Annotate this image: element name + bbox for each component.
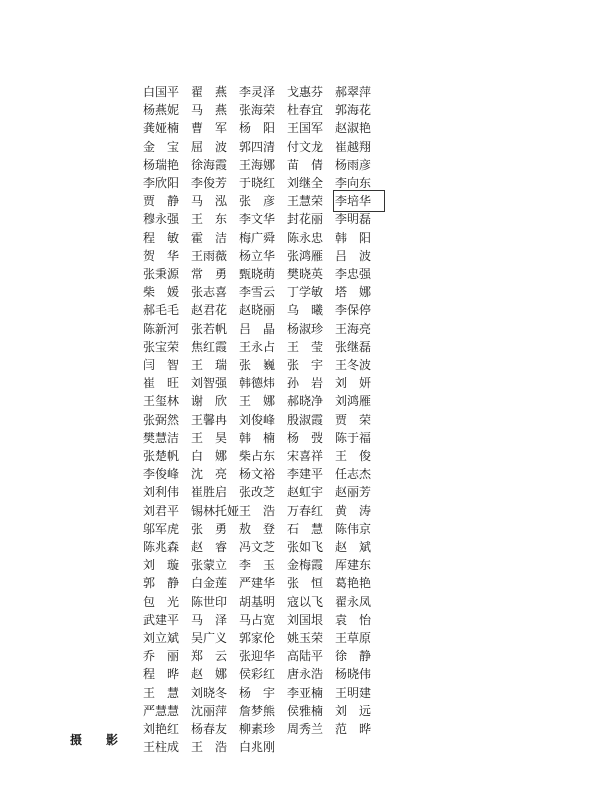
- name-cell: 张改芝: [239, 485, 276, 500]
- name-cell: 寇以飞: [287, 594, 324, 609]
- name-cell: 王 昊: [191, 430, 228, 445]
- name-cell: 王 浩: [191, 740, 228, 755]
- name-cell: 郝毛毛: [143, 303, 180, 318]
- name-cell: 王 瑞: [191, 358, 228, 372]
- name-cell: 甄晓萌: [239, 267, 276, 281]
- name-cell: 唐永浩: [287, 667, 324, 682]
- name-cell: 郭家伦: [239, 631, 276, 645]
- name-cell: 张楚帆: [143, 449, 180, 463]
- name-cell: 包 光: [143, 594, 180, 609]
- name-cell: 郭 静: [143, 576, 180, 591]
- name-cell: 刘立斌: [143, 631, 180, 645]
- name-cell: 郝晓净: [287, 394, 324, 409]
- name-cell: 张 勇: [191, 521, 228, 536]
- name-cell: 杜春宜: [287, 103, 324, 118]
- name-cell: 任志杰: [335, 467, 372, 482]
- name-cell: 常 勇: [191, 267, 228, 281]
- name-cell: 李 玉: [239, 558, 276, 573]
- name-cell: 锡林托娅: [191, 503, 240, 518]
- name-cell: 塔 娜: [335, 285, 372, 300]
- name-cell: 韩 阳: [335, 230, 372, 245]
- name-cell: 刘鸿雁: [335, 394, 372, 409]
- name-cell: 苗 倩: [287, 157, 324, 172]
- name-cell: 黄 涛: [335, 503, 372, 518]
- name-cell: 张若帆: [191, 321, 228, 336]
- name-cell: 杨雨彦: [335, 157, 372, 172]
- name-cell: 王慧荣: [287, 194, 324, 209]
- name-cell: 白金莲: [191, 576, 228, 591]
- name-cell: 刘 妍: [335, 376, 372, 391]
- name-cell: 张秉源: [143, 267, 180, 281]
- name-cell: 王国军: [287, 121, 324, 136]
- name-cell: 王 莹: [287, 339, 324, 354]
- name-cell: 刘君平: [143, 503, 180, 518]
- name-cell: 厍建东: [335, 558, 372, 573]
- name-cell: 张 巍: [239, 358, 276, 372]
- name-cell: 李亚楠: [287, 685, 324, 700]
- name-cell: 胡基明: [239, 594, 276, 609]
- name-cell: 武建平: [143, 612, 180, 627]
- name-cell: 敖 登: [239, 521, 276, 536]
- name-cell: 徐海霞: [191, 157, 228, 172]
- name-cell: 刘继全: [287, 176, 324, 190]
- name-cell: 白国平: [143, 85, 180, 99]
- name-cell: 王海亮: [335, 321, 372, 336]
- name-cell: 闫 智: [143, 358, 180, 372]
- name-cell: 陈新河: [143, 321, 180, 336]
- name-cell: 刘 璇: [143, 558, 180, 573]
- name-cell: 姚玉荣: [287, 631, 324, 645]
- name-cell: 陈于福: [335, 430, 372, 445]
- name-cell: 崔胜启: [191, 485, 228, 500]
- name-cell: 张迎华: [239, 649, 276, 664]
- name-cell: 郭四清: [239, 139, 276, 154]
- name-cell: 丁学敏: [287, 285, 324, 300]
- name-cell: 金梅霞: [287, 558, 324, 573]
- name-cell: 戈惠芬: [287, 85, 324, 99]
- name-cell: 李忠强: [335, 267, 372, 281]
- name-cell: 刘晓冬: [191, 685, 228, 700]
- name-cell: 贾 荣: [335, 412, 372, 427]
- name-cell: 韩德炜: [239, 376, 276, 391]
- name-cell: 杨立华: [239, 248, 276, 263]
- name-cell: 屈 波: [191, 139, 228, 154]
- name-cell: 赵君花: [191, 303, 228, 318]
- name-cell: 穆永强: [143, 212, 180, 227]
- name-cell: 万春红: [287, 503, 324, 518]
- name-cell: 韩 楠: [239, 430, 276, 445]
- name-cell: 白兆刚: [239, 740, 276, 755]
- name-cell: 侯彩红: [239, 667, 276, 682]
- name-cell: 刘国垠: [287, 612, 324, 627]
- name-cell: 樊慧洁: [143, 430, 180, 445]
- name-cell: 张 恒: [287, 576, 324, 591]
- name-cell: 李明磊: [335, 212, 372, 227]
- name-cell: 程 敏: [143, 230, 180, 245]
- name-cell: 范 晔: [335, 722, 372, 736]
- name-cell: 刘 远: [335, 703, 372, 718]
- name-cell: 陈永忠: [287, 230, 324, 245]
- name-cell: 翟 燕: [191, 85, 228, 99]
- name-cell: 贾 静: [143, 194, 180, 209]
- name-cell: 赵 睿: [191, 540, 228, 554]
- name-cell: 李俊芳: [191, 176, 228, 190]
- name-cell: 冯文芝: [239, 540, 276, 554]
- name-cell: 沈 亮: [191, 467, 228, 482]
- name-cell: 焦红霞: [191, 339, 228, 354]
- name-cell: 金 宝: [143, 139, 180, 154]
- name-cell: 赵淑艳: [335, 121, 372, 136]
- name-cell: 高陆平: [287, 649, 324, 664]
- name-cell: 王 慧: [143, 685, 180, 700]
- name-cell: 乌 曦: [287, 303, 324, 318]
- name-cell: 王冬波: [335, 358, 372, 372]
- name-cell: 张蒙立: [191, 558, 228, 573]
- name-cell: 石 慧: [287, 521, 324, 536]
- name-cell: 严建华: [239, 576, 276, 591]
- name-cell: 杨淑珍: [287, 321, 324, 336]
- name-cell: 张宝荣: [143, 339, 180, 354]
- name-cell: 徐 静: [335, 649, 372, 664]
- name-cell: 马 泓: [191, 194, 228, 209]
- name-cell: 张 宇: [287, 358, 324, 372]
- name-cell: 白 娜: [191, 449, 228, 463]
- name-cell: 刘利伟: [143, 485, 180, 500]
- name-cell: 柳素珍: [239, 722, 276, 736]
- name-cell: 陈伟京: [335, 521, 372, 536]
- name-cell: 李雪云: [239, 285, 276, 300]
- name-cell: 封花丽: [287, 212, 324, 227]
- name-cell: 陈兆森: [143, 540, 180, 554]
- name-cell: 谢 欣: [191, 394, 228, 409]
- name-cell: 樊晓英: [287, 267, 324, 281]
- name-cell: 郝翠萍: [335, 85, 372, 99]
- name-cell: 刘俊峰: [239, 412, 276, 427]
- name-cell: 柴占东: [239, 449, 276, 463]
- name-cell: 王馨冉: [191, 412, 228, 427]
- name-cell: 王草原: [335, 631, 372, 645]
- name-cell: 郭海花: [335, 103, 372, 118]
- name-cell: 沈丽萍: [191, 703, 228, 718]
- name-cell: 葛艳艳: [335, 576, 372, 591]
- name-cell: 李文华: [239, 212, 276, 227]
- name-cell: 王雨薇: [191, 248, 228, 263]
- name-cell: 张鸿雁: [287, 248, 324, 263]
- name-cell: 张志喜: [191, 285, 228, 300]
- name-cell: 王永占: [239, 339, 276, 354]
- name-cell: 李向东: [335, 176, 372, 190]
- name-cell: 乔 丽: [143, 649, 180, 664]
- name-cell: 杨春友: [191, 722, 228, 736]
- name-cell: 马 泽: [191, 612, 228, 627]
- name-cell: 王海娜: [239, 157, 276, 172]
- name-cell: 刘智强: [191, 376, 228, 391]
- name-cell: 杨 宇: [239, 685, 276, 700]
- name-cell: 詹梦熊: [239, 703, 276, 718]
- name-cell: 赵晓丽: [239, 303, 276, 318]
- name-cell: 张海荣: [239, 103, 276, 118]
- name-cell: 周秀兰: [287, 722, 324, 736]
- name-cell: 李保停: [335, 303, 372, 318]
- name-cell: 崔越翔: [335, 139, 372, 154]
- name-cell: 吴广义: [191, 631, 228, 645]
- name-cell: 王 浩: [239, 503, 276, 518]
- name-cell: 赵丽芳: [335, 485, 372, 500]
- name-cell: 杨瑞艳: [143, 157, 180, 172]
- name-cell: 翟永凤: [335, 594, 372, 609]
- name-cell: 王 俊: [335, 449, 372, 463]
- name-cell: 李欣阳: [143, 176, 180, 190]
- name-cell: 李俊峰: [143, 467, 180, 482]
- name-cell: 付文龙: [287, 139, 324, 154]
- name-cell: 杨 阳: [239, 121, 276, 136]
- name-cell: 贺 华: [143, 248, 180, 263]
- name-cell: 杨燕妮: [143, 103, 180, 118]
- name-cell: 王 娜: [239, 394, 276, 409]
- name-cell: 赵虹宇: [287, 485, 324, 500]
- name-cell: 霍 洁: [191, 230, 228, 245]
- name-cell: 李培华: [335, 192, 383, 210]
- name-cell: 侯雅楠: [287, 703, 324, 718]
- role-label-photography: 摄 影: [70, 733, 119, 747]
- name-cell: 杨晓伟: [335, 667, 372, 682]
- name-cell: 张如飞: [287, 540, 324, 554]
- name-cell: 王玺林: [143, 394, 180, 409]
- name-cell: 郑 云: [191, 649, 228, 664]
- name-cell: 曹 军: [191, 121, 228, 136]
- name-cell: 邬军虎: [143, 521, 180, 536]
- name-cell: 梅广舜: [239, 230, 276, 245]
- name-cell: 马占宽: [239, 612, 276, 627]
- name-cell: 张弼然: [143, 412, 180, 427]
- name-cell: 马 燕: [191, 103, 228, 118]
- name-cell: 严慧慧: [143, 703, 180, 718]
- name-cell: 刘艳红: [143, 722, 180, 736]
- name-cell: 柴 媛: [143, 285, 180, 300]
- name-cell: 李灵泽: [239, 85, 276, 99]
- name-cell: 张继磊: [335, 339, 372, 354]
- name-cell: 陈世印: [191, 594, 228, 609]
- name-cell: 袁 怡: [335, 612, 372, 627]
- name-cell: 吕 波: [335, 248, 372, 263]
- name-cell: 杨 弢: [287, 430, 324, 445]
- name-cell: 龚娅楠: [143, 121, 180, 136]
- name-cell: 王明建: [335, 685, 372, 700]
- name-cell: 王柱成: [143, 740, 180, 755]
- name-cell: 赵 斌: [335, 540, 372, 554]
- name-cell: 宋喜祥: [287, 449, 324, 463]
- name-cell: 杨文裕: [239, 467, 276, 482]
- name-cell: 崔 旺: [143, 376, 180, 391]
- name-cell: 吕 晶: [239, 321, 276, 336]
- name-cell: 李建平: [287, 467, 324, 482]
- name-cell: 程 晔: [143, 667, 180, 682]
- name-cell: 赵 娜: [191, 667, 228, 682]
- name-cell: 孙 岩: [287, 376, 324, 391]
- name-cell: 殷淑霞: [287, 412, 324, 427]
- name-cell: 于晓红: [239, 176, 276, 190]
- name-cell: 张 彦: [239, 194, 276, 209]
- name-cell: 王 东: [191, 212, 228, 227]
